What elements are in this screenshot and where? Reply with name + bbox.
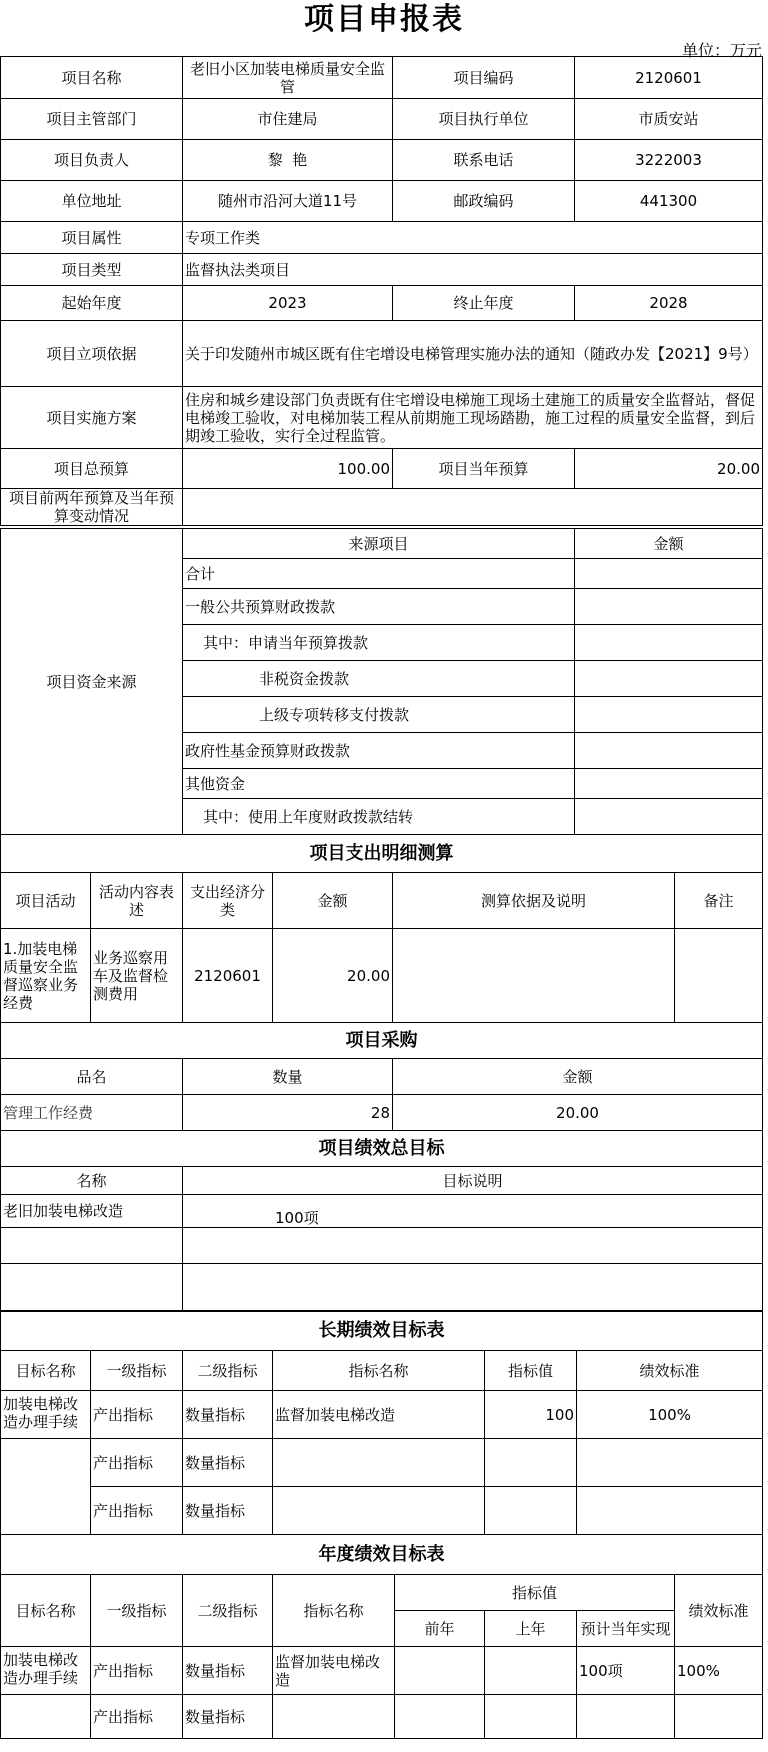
funding-row-amount [575,559,763,589]
annual-prev2 [395,1695,485,1739]
long-term-l1: 产出指标 [91,1391,183,1439]
funding-label: 项目资金来源 [1,529,183,835]
annual-table [0,1534,763,1739]
long-term-header: 指标值 [485,1351,577,1391]
expense-header: 项目活动 [1,873,91,929]
funding-row-item: 上级专项转移支付拨款 [183,697,575,733]
annual-cur: 100项 [577,1647,675,1695]
annual-prev1 [485,1695,577,1739]
annual-prev1 [485,1647,577,1695]
long-term-value [485,1439,577,1487]
perf-total-header: 目标说明 [183,1167,763,1195]
long-term-target-name: 加装电梯改造办理手续 [1,1391,91,1439]
expense-amount: 20.00 [273,929,393,1023]
plan-label: 项目实施方案 [1,387,183,449]
purchase-header: 数量 [183,1059,393,1095]
long-term-section-title: 长期绩效目标表 [1,1311,763,1351]
annual-header: 指标名称 [273,1575,395,1647]
project-code-label: 项目编码 [393,57,575,99]
funding-row-item: 政府性基金预算财政拨款 [183,733,575,769]
annual-ind-name: 监督加装电梯改造 [273,1647,395,1695]
funding-row-item: 其中：申请当年预算拨款 [183,625,575,661]
annual-target-name: 加装电梯改造办理手续 [1,1647,91,1695]
long-term-std: 100% [577,1391,763,1439]
annual-std: 100% [675,1647,763,1695]
annual-header: 前年 [395,1611,485,1647]
basic-info-table [0,56,763,526]
dept-label: 项目主管部门 [1,99,183,140]
perf-total-name: 老旧加装电梯改造 [1,1195,183,1228]
expense-section-title: 项目支出明细测算 [1,835,763,873]
long-term-value [485,1487,577,1535]
basis-label: 项目立项依据 [1,321,183,387]
annual-header: 上年 [485,1611,577,1647]
annual-prev2 [395,1647,485,1695]
funding-row-amount [575,769,763,799]
long-term-ind-name [273,1439,485,1487]
perf-total-table [0,1130,763,1312]
funding-row-amount [575,697,763,733]
expense-header: 金额 [273,873,393,929]
long-term-std [577,1439,763,1487]
expense-class: 2120601 [183,929,273,1023]
page-title: 项目申报表 [304,2,464,37]
purchase-table [0,1022,763,1131]
project-name-label: 项目名称 [1,57,183,99]
funding-row-item: 其他资金 [183,769,575,799]
annual-l1: 产出指标 [91,1695,183,1739]
funding-row-item: 非税资金拨款 [183,661,575,697]
expense-basis [393,929,675,1023]
type-value: 监督执法类项目 [183,254,763,286]
expense-content: 业务巡察用车及监督检测费用 [91,929,183,1023]
long-term-l2: 数量指标 [183,1487,273,1535]
zip-value: 441300 [575,181,763,222]
long-term-l1: 产出指标 [91,1439,183,1487]
funding-row-item: 其中：使用上年度财政拨款结转 [183,799,575,835]
annual-header: 一级指标 [91,1575,183,1647]
funding-row-amount [575,661,763,697]
purchase-header: 品名 [1,1059,183,1095]
annual-cur [577,1695,675,1739]
expense-activity: 1.加装电梯质量安全监督巡察业务经费 [1,929,91,1023]
annual-header: 指标值 [395,1575,675,1611]
purchase-amount: 20.00 [393,1095,763,1131]
long-term-header: 绩效标准 [577,1351,763,1391]
funding-row-amount [575,799,763,835]
long-term-ind-name: 监督加装电梯改造 [273,1391,485,1439]
prev-budget-value [183,489,763,526]
long-term-l1: 产出指标 [91,1487,183,1535]
end-year-label: 终止年度 [393,286,575,321]
start-year-label: 起始年度 [1,286,183,321]
year-budget-label: 项目当年预算 [393,449,575,489]
exec-value: 市质安站 [575,99,763,140]
long-term-ind-name [273,1487,485,1535]
unit-label: 单位：万元 [681,41,762,60]
long-term-l2: 数量指标 [183,1439,273,1487]
long-term-value: 100 [485,1391,577,1439]
purchase-name: 管理工作经费 [1,1095,183,1131]
expense-header: 测算依据及说明 [393,873,675,929]
project-name-value: 老旧小区加装电梯质量安全监管 [183,57,393,99]
address-value: 随州市沿河大道11号 [183,181,393,222]
expense-header: 支出经济分类 [183,873,273,929]
end-year-value: 2028 [575,286,763,321]
dept-value: 市住建局 [183,99,393,140]
funding-table [0,528,763,835]
perf-total-header: 名称 [1,1167,183,1195]
expense-table [0,834,763,1023]
phone-value: 3222003 [575,140,763,181]
funding-amount-header: 金额 [575,529,763,559]
long-term-header: 一级指标 [91,1351,183,1391]
perf-total-desc: 100项 [183,1195,763,1228]
attr-value: 专项工作类 [183,222,763,254]
total-budget-value: 100.00 [183,449,393,489]
annual-std [675,1695,763,1739]
expense-header: 活动内容表述 [91,873,183,929]
phone-label: 联系电话 [393,140,575,181]
funding-row-amount [575,733,763,769]
annual-l2: 数量指标 [183,1647,273,1695]
annual-header: 目标名称 [1,1575,91,1647]
project-code-value: 2120601 [575,57,763,99]
purchase-header: 金额 [393,1059,763,1095]
owner-label: 项目负责人 [1,140,183,181]
funding-row-amount [575,589,763,625]
purchase-qty: 28 [183,1095,393,1131]
total-budget-label: 项目总预算 [1,449,183,489]
long-term-header: 目标名称 [1,1351,91,1391]
long-term-l2: 数量指标 [183,1391,273,1439]
plan-value: 住房和城乡建设部门负责既有住宅增设电梯施工现场土建施工的质量安全监督站，督促电梯竣工验收，对电梯加装工程从前期施工现场踏勘，施工过程的质量安全监督，到后期竣工验收，实行全过程监管。 [183,387,763,449]
zip-label: 邮政编码 [393,181,575,222]
address-label: 单位地址 [1,181,183,222]
annual-header: 二级指标 [183,1575,273,1647]
annual-l1: 产出指标 [91,1647,183,1695]
year-budget-value: 20.00 [575,449,763,489]
funding-row-item: 合计 [183,559,575,589]
annual-header: 绩效标准 [675,1575,763,1647]
long-term-header: 指标名称 [273,1351,485,1391]
annual-ind-name [273,1695,395,1739]
expense-header: 备注 [675,873,763,929]
funding-row-amount [575,625,763,661]
funding-source-header: 来源项目 [183,529,575,559]
owner-value: 黎 艳 [183,140,393,181]
type-label: 项目类型 [1,254,183,286]
attr-label: 项目属性 [1,222,183,254]
funding-row-item: 一般公共预算财政拨款 [183,589,575,625]
long-term-table [0,1310,763,1535]
long-term-std [577,1487,763,1535]
annual-header: 预计当年实现 [577,1611,675,1647]
purchase-section-title: 项目采购 [1,1023,763,1059]
start-year-value: 2023 [183,286,393,321]
exec-label: 项目执行单位 [393,99,575,140]
expense-note [675,929,763,1023]
perf-total-section-title: 项目绩效总目标 [1,1131,763,1167]
basis-value: 关于印发随州市城区既有住宅增设电梯管理实施办法的通知（随政办发【2021】9号） [183,321,763,387]
prev-budget-label: 项目前两年预算及当年预算变动情况 [1,489,183,526]
long-term-header: 二级指标 [183,1351,273,1391]
annual-l2: 数量指标 [183,1695,273,1739]
annual-section-title: 年度绩效目标表 [1,1535,763,1575]
